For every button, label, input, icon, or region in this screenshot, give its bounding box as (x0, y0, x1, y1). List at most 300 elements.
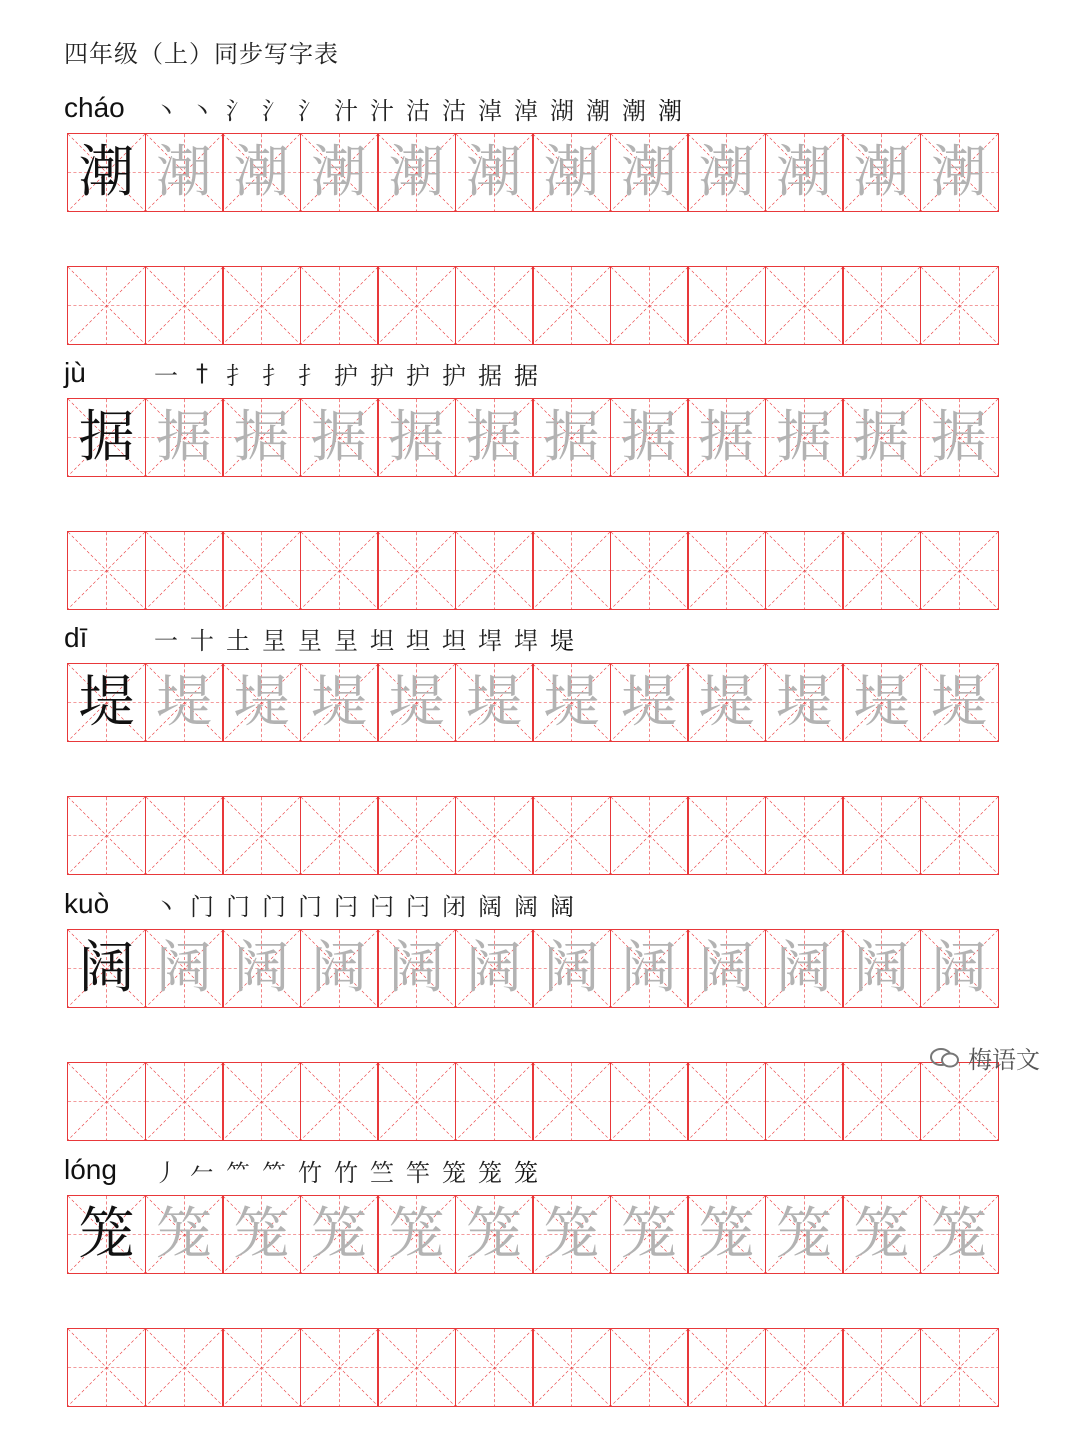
rice-grid-guide (843, 1329, 920, 1406)
grid-cell[interactable] (145, 1062, 224, 1141)
rice-grid-guide (223, 1329, 300, 1406)
grid-cell[interactable] (300, 1062, 379, 1141)
stroke-step: 闩 (406, 892, 430, 921)
rice-grid-guide (456, 797, 533, 874)
trace-grid-row (67, 398, 1015, 477)
trace-character: 阔 (156, 935, 212, 1001)
rice-grid-guide (223, 267, 300, 344)
trace-character: 堤 (853, 669, 910, 735)
grid-cell[interactable] (300, 266, 379, 345)
trace-character: 潮 (931, 139, 987, 205)
stroke-step: 笼 (442, 1158, 466, 1187)
grid-cell (532, 929, 611, 1008)
rice-grid-guide (301, 1329, 378, 1406)
grid-cell[interactable] (842, 1062, 921, 1141)
rice-grid-guide (688, 267, 765, 344)
watermark (930, 1040, 1040, 1075)
grid-cell (687, 133, 766, 212)
stroke-step: 丶 (154, 96, 178, 125)
grid-cell[interactable] (67, 796, 146, 875)
rice-grid-guide (688, 1063, 765, 1140)
grid-cell[interactable] (765, 1062, 844, 1141)
trace-character: 阔 (388, 935, 445, 1001)
grid-cell (377, 398, 456, 477)
rice-grid-guide (688, 797, 765, 874)
grid-cell[interactable] (67, 1062, 146, 1141)
stroke-step: 笼 (514, 1158, 538, 1187)
watermark-text: 梅语文 (968, 1046, 1040, 1074)
stroke-step: 丶 (154, 892, 178, 921)
rice-grid-guide (223, 797, 300, 874)
grid-cell (920, 663, 999, 742)
grid-cell[interactable] (842, 531, 921, 610)
stroke-step: 阔 (478, 892, 502, 921)
grid-cell[interactable] (842, 266, 921, 345)
stroke-step: 潮 (622, 96, 646, 125)
stroke-steps (148, 621, 580, 656)
trace-character: 笼 (776, 1201, 832, 1267)
stroke-step: 堤 (550, 626, 574, 655)
trace-character: 笼 (466, 1201, 522, 1267)
trace-character: 潮 (621, 139, 677, 205)
trace-character: 潮 (543, 139, 600, 205)
trace-character: 阔 (776, 935, 832, 1001)
trace-character: 阔 (543, 935, 600, 1001)
rice-grid-guide (766, 1063, 843, 1140)
trace-character: 据 (466, 404, 522, 470)
trace-character: 笼 (698, 1201, 755, 1267)
stroke-step: 闭 (442, 892, 466, 921)
grid-cell[interactable] (687, 796, 766, 875)
trace-character: 潮 (776, 139, 832, 205)
grid-cell[interactable] (920, 1328, 999, 1407)
grid-cell (765, 1195, 844, 1274)
rice-grid-guide (301, 797, 378, 874)
rice-grid-guide (533, 797, 610, 874)
stroke-order-row (64, 618, 580, 658)
rice-grid-guide (921, 797, 998, 874)
grid-cell[interactable] (532, 796, 611, 875)
trace-character: 阔 (698, 935, 755, 1001)
trace-character: 潮 (311, 139, 367, 205)
trace-character: 堤 (698, 669, 755, 735)
grid-cell[interactable] (920, 266, 999, 345)
grid-cell[interactable] (610, 796, 689, 875)
trace-character: 阔 (931, 935, 987, 1001)
stroke-step: 闩 (334, 892, 358, 921)
stroke-step: 垾 (478, 626, 502, 655)
grid-cell[interactable] (145, 531, 224, 610)
rice-grid-guide (456, 532, 533, 609)
stroke-step: 竹 (334, 1158, 358, 1187)
stroke-step: 坦 (406, 626, 430, 655)
rice-grid-guide (301, 532, 378, 609)
grid-cell (145, 1195, 224, 1274)
stroke-order-row (64, 1150, 544, 1190)
grid-cell (532, 663, 611, 742)
grid-cell[interactable] (610, 1062, 689, 1141)
trace-grid-row (67, 663, 1015, 742)
stroke-step: 淖 (514, 96, 538, 125)
rice-grid-guide (378, 532, 455, 609)
grid-cell[interactable] (145, 1328, 224, 1407)
grid-cell[interactable] (222, 1062, 301, 1141)
grid-cell (67, 1195, 146, 1274)
grid-cell (377, 929, 456, 1008)
rice-grid-guide (766, 797, 843, 874)
stroke-step: 扌 (262, 361, 286, 390)
blank-grid-row (67, 796, 1015, 875)
blank-grid-row (67, 531, 1015, 610)
grid-cell (67, 929, 146, 1008)
rice-grid-guide (766, 1329, 843, 1406)
stroke-step: 阔 (550, 892, 574, 921)
stroke-step: 门 (262, 892, 286, 921)
grid-cell (300, 398, 379, 477)
grid-cell[interactable] (455, 1062, 534, 1141)
grid-cell (455, 663, 534, 742)
grid-cell[interactable] (300, 1328, 379, 1407)
stroke-step: 扌 (226, 361, 250, 390)
grid-cell[interactable] (300, 796, 379, 875)
trace-character: 堤 (931, 669, 987, 735)
grid-cell (920, 1195, 999, 1274)
trace-character: 潮 (156, 139, 212, 205)
grid-cell (145, 133, 224, 212)
stroke-step: † (196, 359, 208, 387)
grid-cell (532, 1195, 611, 1274)
stroke-order-row (64, 353, 544, 393)
grid-cell (532, 398, 611, 477)
trace-character: 潮 (388, 139, 445, 205)
grid-cell (765, 133, 844, 212)
grid-cell[interactable] (765, 1328, 844, 1407)
grid-cell (842, 398, 921, 477)
rice-grid-guide (68, 1063, 145, 1140)
grid-cell (920, 929, 999, 1008)
grid-cell (67, 398, 146, 477)
grid-cell[interactable] (610, 266, 689, 345)
pinyin-label: lóng (64, 1154, 117, 1185)
trace-character: 笼 (621, 1201, 677, 1267)
grid-cell (610, 1195, 689, 1274)
model-character: 据 (78, 404, 135, 470)
grid-cell (300, 1195, 379, 1274)
rice-grid-guide (456, 267, 533, 344)
stroke-step: 𠂉 (190, 1158, 214, 1187)
trace-character: 据 (853, 404, 910, 470)
rice-grid-guide (843, 797, 920, 874)
trace-character: 阔 (466, 935, 522, 1001)
grid-cell (222, 929, 301, 1008)
stroke-step: 一 (154, 361, 178, 390)
grid-cell[interactable] (67, 266, 146, 345)
grid-cell[interactable] (610, 531, 689, 610)
grid-cell[interactable] (377, 1328, 456, 1407)
grid-cell (222, 663, 301, 742)
stroke-step: ⺮ (226, 1158, 250, 1187)
grid-cell[interactable] (687, 266, 766, 345)
model-character: 堤 (78, 669, 135, 735)
grid-cell (67, 133, 146, 212)
grid-cell (377, 663, 456, 742)
stroke-step: 潮 (586, 96, 610, 125)
stroke-step: 圼 (262, 626, 286, 655)
rice-grid-guide (146, 267, 223, 344)
trace-character: 笼 (233, 1201, 290, 1267)
grid-cell[interactable] (67, 531, 146, 610)
blank-grid-row (67, 1328, 1015, 1407)
rice-grid-guide (378, 1329, 455, 1406)
trace-character: 阔 (853, 935, 910, 1001)
rice-grid-guide (68, 532, 145, 609)
trace-character: 笼 (853, 1201, 910, 1267)
pinyin-label: jù (64, 357, 86, 388)
grid-cell[interactable] (377, 531, 456, 610)
grid-cell (145, 398, 224, 477)
rice-grid-guide (611, 1063, 688, 1140)
stroke-steps (148, 1153, 544, 1188)
rice-grid-guide (766, 532, 843, 609)
stroke-step: 圼 (334, 626, 358, 655)
grid-cell[interactable] (610, 1328, 689, 1407)
stroke-step: 笼 (478, 1158, 502, 1187)
rice-grid-guide (301, 267, 378, 344)
stroke-step: 竿 (406, 1158, 430, 1187)
grid-cell (145, 663, 224, 742)
rice-grid-guide (533, 1063, 610, 1140)
stroke-step: 汁 (370, 96, 394, 125)
grid-cell (145, 929, 224, 1008)
stroke-step: 护 (334, 361, 358, 390)
wechat-icon (930, 1047, 960, 1069)
grid-cell (687, 929, 766, 1008)
rice-grid-guide (378, 267, 455, 344)
stroke-steps (148, 887, 580, 922)
rice-grid-guide (688, 1329, 765, 1406)
grid-cell (67, 663, 146, 742)
trace-character: 堤 (233, 669, 290, 735)
stroke-step: 据 (514, 361, 538, 390)
grid-cell[interactable] (300, 531, 379, 610)
rice-grid-guide (146, 1329, 223, 1406)
rice-grid-guide (611, 532, 688, 609)
trace-character: 笼 (311, 1201, 367, 1267)
grid-cell (377, 1195, 456, 1274)
grid-cell (377, 133, 456, 212)
grid-cell (300, 663, 379, 742)
trace-character: 堤 (156, 669, 212, 735)
grid-cell[interactable] (687, 1062, 766, 1141)
stroke-step: 垾 (514, 626, 538, 655)
trace-character: 堤 (776, 669, 832, 735)
trace-character: 阔 (621, 935, 677, 1001)
stroke-step: 湖 (550, 96, 574, 125)
grid-cell[interactable] (377, 266, 456, 345)
stroke-step: 氵 (262, 96, 286, 125)
grid-cell[interactable] (222, 796, 301, 875)
grid-cell (687, 1195, 766, 1274)
stroke-step: 丿 (154, 1158, 178, 1187)
rice-grid-guide (921, 267, 998, 344)
rice-grid-guide (456, 1063, 533, 1140)
stroke-step: 一 (154, 626, 178, 655)
grid-cell[interactable] (455, 1328, 534, 1407)
rice-grid-guide (146, 532, 223, 609)
grid-cell[interactable] (532, 266, 611, 345)
grid-cell (765, 663, 844, 742)
rice-grid-guide (68, 267, 145, 344)
grid-cell[interactable] (222, 266, 301, 345)
stroke-step: 护 (406, 361, 430, 390)
grid-cell[interactable] (455, 796, 534, 875)
grid-cell (610, 398, 689, 477)
rice-grid-guide (223, 532, 300, 609)
rice-grid-guide (223, 1063, 300, 1140)
stroke-step: 沽 (406, 96, 430, 125)
trace-grid-row (67, 133, 1015, 212)
stroke-step: 圼 (298, 626, 322, 655)
trace-character: 据 (156, 404, 212, 470)
trace-character: 堤 (466, 669, 522, 735)
grid-cell[interactable] (765, 531, 844, 610)
grid-cell (455, 133, 534, 212)
stroke-step: 十 (190, 626, 214, 655)
blank-grid-row (67, 266, 1015, 345)
grid-cell[interactable] (920, 531, 999, 610)
model-character: 潮 (78, 139, 135, 205)
grid-cell (610, 929, 689, 1008)
rice-grid-guide (843, 532, 920, 609)
grid-cell[interactable] (67, 1328, 146, 1407)
stroke-step: 淖 (478, 96, 502, 125)
rice-grid-guide (533, 1329, 610, 1406)
trace-character: 堤 (621, 669, 677, 735)
trace-character: 据 (698, 404, 755, 470)
stroke-step: 土 (226, 626, 250, 655)
grid-cell[interactable] (455, 266, 534, 345)
stroke-order-row (64, 88, 688, 128)
rice-grid-guide (146, 1063, 223, 1140)
grid-cell (455, 929, 534, 1008)
grid-cell[interactable] (222, 531, 301, 610)
stroke-steps (148, 356, 544, 391)
pinyin-label: dī (64, 622, 88, 653)
trace-character: 潮 (466, 139, 522, 205)
trace-character: 潮 (853, 139, 910, 205)
grid-cell[interactable] (842, 796, 921, 875)
grid-cell[interactable] (765, 796, 844, 875)
trace-character: 阔 (233, 935, 290, 1001)
grid-cell[interactable] (687, 1328, 766, 1407)
rice-grid-guide (766, 267, 843, 344)
trace-character: 据 (931, 404, 987, 470)
rice-grid-guide (921, 1329, 998, 1406)
rice-grid-guide (533, 532, 610, 609)
grid-cell[interactable] (222, 1328, 301, 1407)
stroke-step: 护 (370, 361, 394, 390)
stroke-step: 门 (190, 892, 214, 921)
trace-character: 据 (388, 404, 445, 470)
stroke-step: 竺 (370, 1158, 394, 1187)
rice-grid-guide (533, 267, 610, 344)
grid-cell (300, 133, 379, 212)
trace-grid-row (67, 929, 1015, 1008)
stroke-step: 氵 (226, 96, 250, 125)
stroke-step: 闩 (370, 892, 394, 921)
stroke-step: 汁 (334, 96, 358, 125)
rice-grid-guide (843, 1063, 920, 1140)
rice-grid-guide (611, 267, 688, 344)
stroke-step: 门 (226, 892, 250, 921)
trace-character: 堤 (311, 669, 367, 735)
grid-cell (222, 133, 301, 212)
rice-grid-guide (688, 532, 765, 609)
rice-grid-guide (843, 267, 920, 344)
grid-cell[interactable] (455, 531, 534, 610)
stroke-step: 坦 (370, 626, 394, 655)
grid-cell[interactable] (145, 266, 224, 345)
trace-character: 据 (621, 404, 677, 470)
trace-character: 据 (311, 404, 367, 470)
rice-grid-guide (68, 1329, 145, 1406)
trace-character: 阔 (311, 935, 367, 1001)
grid-cell[interactable] (532, 531, 611, 610)
grid-cell (765, 929, 844, 1008)
trace-character: 笼 (156, 1201, 212, 1267)
grid-cell (222, 1195, 301, 1274)
grid-cell (610, 133, 689, 212)
grid-cell[interactable] (920, 796, 999, 875)
pinyin-label: cháo (64, 92, 125, 123)
rice-grid-guide (456, 1329, 533, 1406)
rice-grid-guide (921, 532, 998, 609)
grid-cell (842, 1195, 921, 1274)
grid-cell (687, 398, 766, 477)
grid-cell[interactable] (765, 266, 844, 345)
blank-grid-row (67, 1062, 1015, 1141)
grid-cell (920, 398, 999, 477)
grid-cell[interactable] (377, 1062, 456, 1141)
grid-cell (222, 398, 301, 477)
stroke-step: ⺮ (262, 1158, 286, 1187)
trace-character: 堤 (543, 669, 600, 735)
rice-grid-guide (378, 797, 455, 874)
grid-cell (842, 663, 921, 742)
grid-cell[interactable] (532, 1062, 611, 1141)
grid-cell[interactable] (687, 531, 766, 610)
grid-cell (842, 133, 921, 212)
stroke-step: 丶 (190, 96, 214, 125)
stroke-step: 据 (478, 361, 502, 390)
grid-cell[interactable] (145, 796, 224, 875)
stroke-order-row (64, 884, 580, 924)
grid-cell[interactable] (532, 1328, 611, 1407)
grid-cell (455, 1195, 534, 1274)
rice-grid-guide (68, 797, 145, 874)
rice-grid-guide (378, 1063, 455, 1140)
grid-cell[interactable] (842, 1328, 921, 1407)
trace-character: 笼 (543, 1201, 600, 1267)
trace-grid-row (67, 1195, 1015, 1274)
grid-cell (687, 663, 766, 742)
grid-cell[interactable] (377, 796, 456, 875)
model-character: 阔 (78, 935, 135, 1001)
stroke-step: 氵 (298, 96, 322, 125)
grid-cell (765, 398, 844, 477)
stroke-step: 竹 (298, 1158, 322, 1187)
grid-cell (300, 929, 379, 1008)
